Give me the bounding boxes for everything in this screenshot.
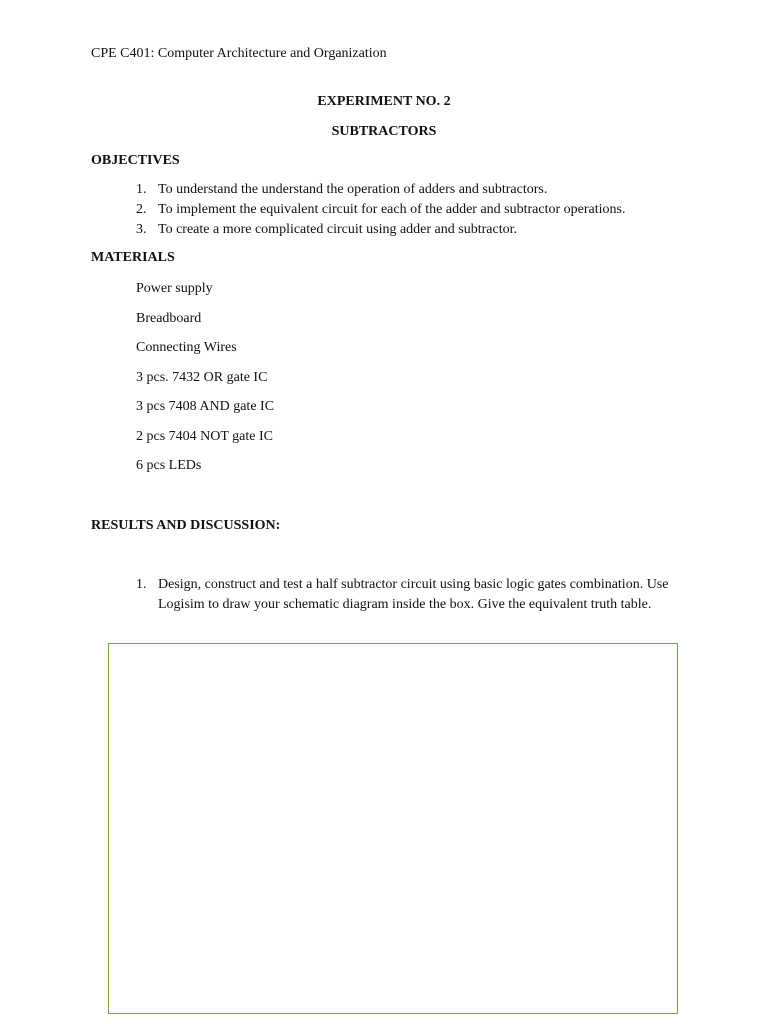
material-item: 3 pcs 7408 AND gate IC: [136, 399, 275, 414]
experiment-title: SUBTRACTORS: [331, 124, 437, 139]
task-text: Design, construct and test a half subtractor circuit using basic logic gates combination. Use Logisim to draw your schematic diagram inside the box. Give the equivalent truth table.: [158, 577, 669, 612]
material-item: Connecting Wires: [136, 340, 237, 355]
materials-list: [136, 280, 274, 487]
list-item-text: To create a more complicated circuit using adder and subtractor.: [158, 222, 517, 237]
material-item: 2 pcs 7404 NOT gate IC: [136, 428, 273, 444]
course-title: CPE C401: Computer Architecture and Organization: [91, 46, 387, 61]
material-item: Power supply: [136, 281, 213, 296]
experiment-number: EXPERIMENT NO. 2: [317, 94, 451, 109]
material-item: 3 pcs. 7432 OR gate IC: [136, 369, 268, 385]
list-item: [136, 220, 625, 240]
objectives-list: [136, 180, 625, 240]
material-item: 6 pcs LEDs: [136, 458, 202, 473]
list-item-text: To implement the equivalent circuit for each of the adder and subtractor operations.: [158, 202, 626, 217]
list-item: [136, 200, 625, 220]
list-item-number: 3.: [136, 222, 147, 237]
list-item-number: 1.: [136, 182, 147, 197]
list-item-text: To understand the understand the operation of adders and subtractors.: [158, 182, 548, 197]
results-heading: RESULTS AND DISCUSSION:: [91, 518, 281, 533]
objectives-heading: OBJECTIVES: [91, 153, 180, 168]
list-item: [136, 180, 625, 200]
task-number: 1.: [136, 577, 147, 592]
materials-heading: MATERIALS: [91, 250, 175, 265]
schematic-answer-box[interactable]: [108, 643, 678, 1014]
list-item-number: 2.: [136, 202, 147, 217]
material-item: Breadboard: [136, 310, 202, 326]
task-item: [136, 575, 676, 614]
